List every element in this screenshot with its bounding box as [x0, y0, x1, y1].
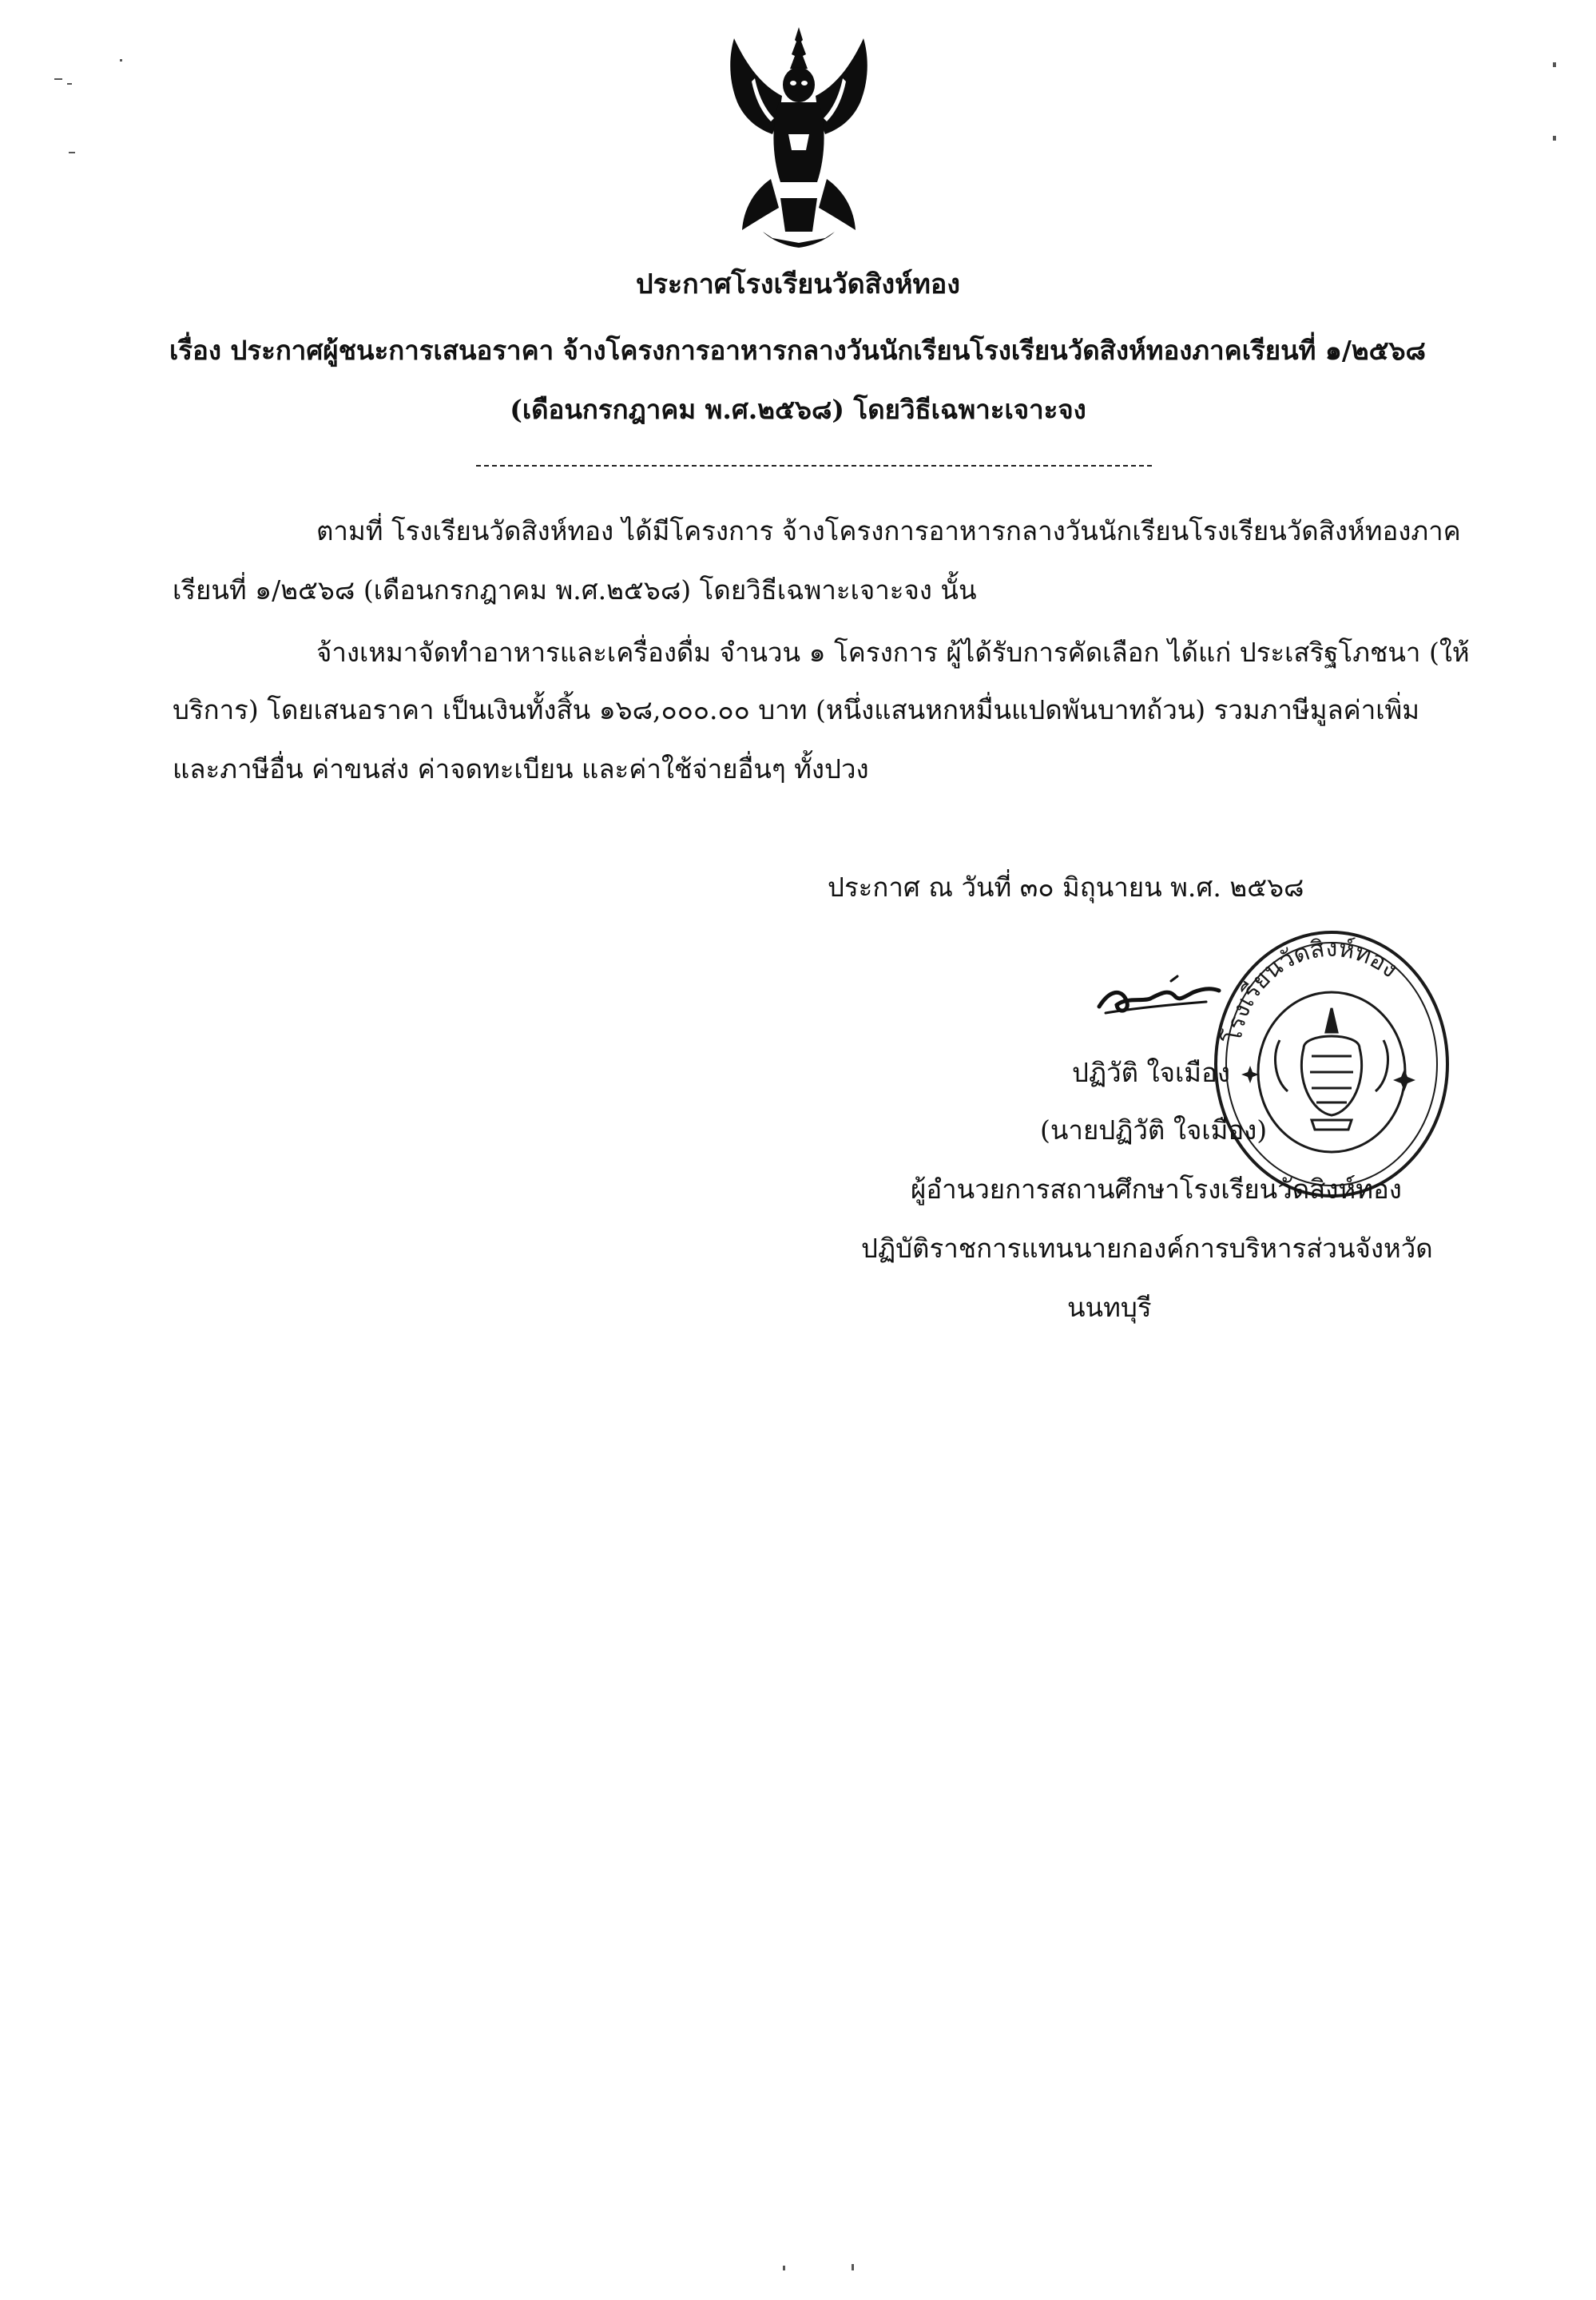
handwritten-signature — [1094, 965, 1222, 1029]
seal-text: โรงเรียนวัดสิงห์ทอง — [1218, 934, 1403, 1046]
paragraph-2-line-3: และภาษีอื่น ค่าขนส่ง ค่าจดทะเบียน และค่าใช้จ่ายอื่นๆ ทั้งปวง — [173, 753, 869, 785]
signatory-acting-on-behalf: ปฏิบัติราชการแทนนายกองค์การบริหารส่วนจังหวัด — [861, 1233, 1433, 1264]
paragraph-2-line-2: บริการ) โดยเสนอราคา เป็นเงินทั้งสิ้น ๑๖๘,๐๐๐.๐๐ บาท (หนึ่งแสนหกหมื่นแปดพันบาทถ้วน) รวมภาษีมูลค่าเพิ่ม — [173, 694, 1420, 725]
announcement-subject-line-1: เรื่อง ประกาศผู้ชนะการเสนอราคา จ้างโครงการอาหารกลางวันนักเรียนโรงเรียนวัดสิงห์ทองภาคเรียนที่ ๑/๒๕๖๘ — [169, 335, 1427, 366]
svg-text:โรงเรียนวัดสิงห์ทอง — [1218, 935, 1403, 1045]
announcement-subject-line-2: (เดือนกรกฎาคม พ.ศ.๒๕๖๘) โดยวิธีเฉพาะเจาะจง — [510, 394, 1086, 425]
signatory-province: นนทบุรี — [1067, 1292, 1152, 1323]
announcement-title: ประกาศโรงเรียนวัดสิงห์ทอง — [636, 268, 960, 300]
paragraph-1-line-1: ตามที่ โรงเรียนวัดสิงห์ทอง ได้มีโครงการ จ้างโครงการอาหารกลางวันนักเรียนโรงเรียนวัดสิงห์ทองภาค — [316, 515, 1461, 546]
signatory-position: ผู้อำนวยการสถานศึกษาโรงเรียนวัดสิงห์ทอง — [911, 1174, 1402, 1205]
signatory-full-name: (นายปฏิวัติ ใจเมือง) — [1040, 1114, 1268, 1146]
dashed-divider — [476, 465, 1152, 467]
paragraph-1-line-2: เรียนที่ ๑/๒๕๖๘ (เดือนกรกฎาคม พ.ศ.๒๕๖๘) โดยวิธีเฉพาะเจาะจง นั้น — [173, 574, 977, 606]
signatory-name: ปฏิวัติ ใจเมือง — [1072, 1057, 1230, 1088]
school-seal-stamp — [1208, 920, 1455, 1208]
announcement-date: ประกาศ ณ วันที่ ๓๐ มิถุนายน พ.ศ. ๒๕๖๘ — [828, 872, 1304, 903]
garuda-emblem-icon — [723, 22, 875, 254]
paragraph-2-line-1: จ้างเหมาจัดทำอาหารและเครื่องดื่ม จำนวน ๑ โครงการ ผู้ได้รับการคัดเลือก ได้แก่ ประเสริฐโภชนา (ให้ — [316, 637, 1470, 668]
